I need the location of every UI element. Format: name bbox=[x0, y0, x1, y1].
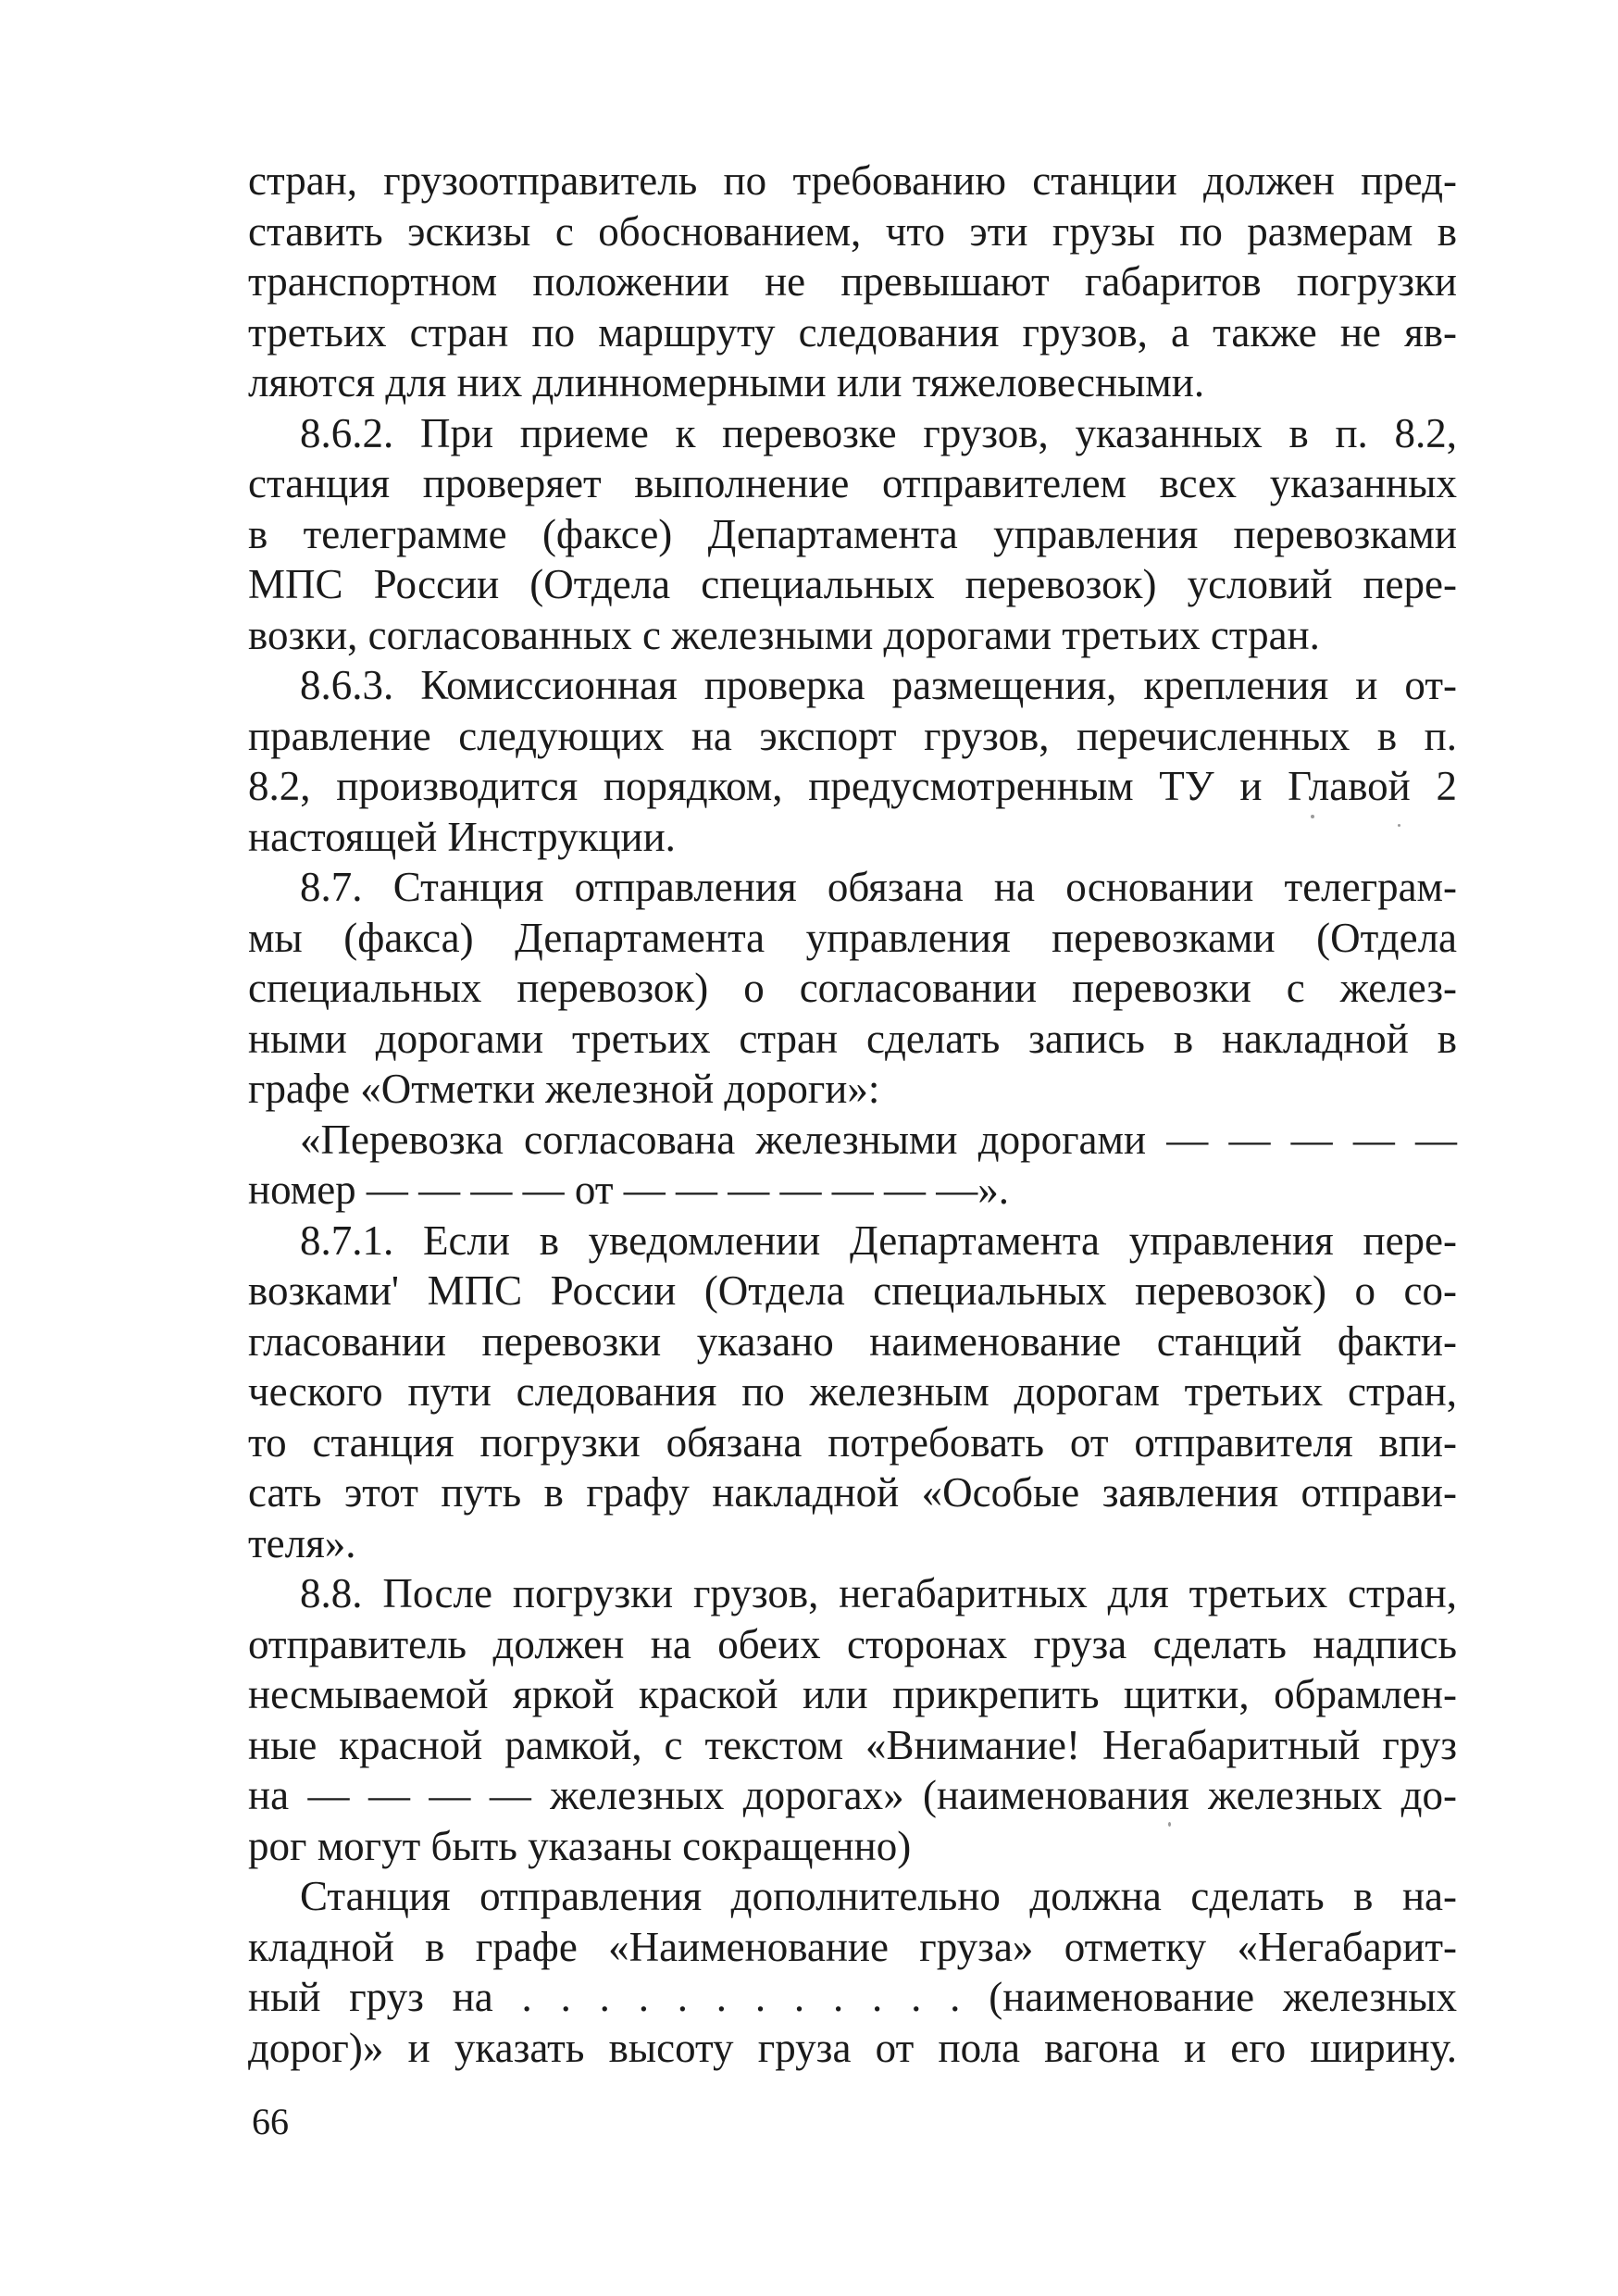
text-line: теля». bbox=[248, 1519, 356, 1566]
scan-speck bbox=[1398, 824, 1400, 827]
text-line: 8.6.3. Комиссионная проверка размещения, крепления и от- bbox=[300, 662, 1457, 708]
text-line: настоящей Инструкции. bbox=[248, 813, 676, 860]
scan-speck bbox=[1311, 815, 1314, 818]
text-line: станция проверяет выполнение отправителем всех указанных bbox=[248, 460, 1457, 506]
text-line: дорог)» и указать высоту груза от пола вагона и его ширину. bbox=[248, 2024, 1457, 2071]
text-line: графе «Отметки железной дороги»: bbox=[248, 1066, 880, 1112]
text-line: ный груз на . . . . . . . . . . . . (наименование железных bbox=[248, 1974, 1457, 2020]
text-line: 8.7. Станция отправления обязана на основании телеграм- bbox=[300, 864, 1457, 910]
text-line: номер — — — — от — — — — — — —». bbox=[248, 1167, 1009, 1213]
text-line: отправитель должен на обеих сторонах груза сделать надпись bbox=[248, 1620, 1457, 1667]
text-line: несмываемой яркой краской или прикрепить щитки, обрамлен- bbox=[248, 1671, 1457, 1717]
text-line: 8.2, производится порядком, предусмотренным ТУ и Главой 2 bbox=[248, 763, 1457, 809]
text-line: ными дорогами третьих стран сделать запись в накладной в bbox=[248, 1015, 1457, 1062]
text-line: третьих стран по маршруту следования грузов, а также не яв- bbox=[248, 308, 1457, 356]
text-line: ляются для них длинномерными или тяжеловесными. bbox=[248, 359, 1205, 406]
text-line: специальных перевозок) о согласовании перевозки с желез- bbox=[248, 965, 1457, 1011]
text-line: МПС России (Отдела специальных перевозок) условий пере- bbox=[248, 561, 1457, 607]
text-line: транспортном положении не превышают габаритов погрузки bbox=[248, 258, 1457, 305]
text-line: кладной в графе «Наименование груза» отметку «Негабарит- bbox=[248, 1923, 1457, 1970]
text-line: мы (факса) Департамента управления перевозками (Отдела bbox=[248, 914, 1457, 961]
text-line: возками' МПС России (Отдела специальных перевозок) о со- bbox=[248, 1267, 1457, 1314]
page-number: 66 bbox=[252, 2101, 289, 2142]
text-line: стран, грузоотправитель по требованию станции должен пред- bbox=[248, 157, 1457, 204]
text-line: правление следующих на экспорт грузов, перечисленных в п. bbox=[248, 712, 1457, 759]
text-line: в телеграмме (факсе) Департамента управления перевозками bbox=[248, 510, 1457, 557]
text-line: рог могут быть указаны сокращенно) bbox=[248, 1822, 912, 1869]
text-line: ные красной рамкой, с текстом «Внимание! Негабаритный груз bbox=[248, 1721, 1457, 1768]
text-line: возки, согласованных с железными дорогами третьих стран. bbox=[248, 611, 1320, 658]
text-line: сать этот путь в графу накладной «Особые заявления отправи- bbox=[248, 1469, 1457, 1516]
text-line: «Перевозка согласована железными дорогами — — — — — bbox=[300, 1116, 1457, 1163]
text-line: ставить эскизы с обоснованием, что эти грузы по размерам в bbox=[248, 207, 1457, 255]
body-text bbox=[248, 156, 1457, 2073]
text-line: 8.7.1. Если в уведомлении Департамента управления пере- bbox=[300, 1217, 1457, 1264]
text-line: 8.8. После погрузки грузов, негабаритных для третьих стран, bbox=[300, 1570, 1457, 1616]
text-line: ческого пути следования по железным дорогам третьих стран, bbox=[248, 1368, 1457, 1415]
text-line: Станция отправления дополнительно должна сделать в на- bbox=[300, 1873, 1457, 1919]
text-line: то станция погрузки обязана потребовать от отправителя впи- bbox=[248, 1418, 1457, 1466]
text-line: гласовании перевозки указано наименование станций факти- bbox=[248, 1317, 1457, 1365]
text-line: 8.6.2. При приеме к перевозке грузов, указанных в п. 8.2, bbox=[300, 409, 1457, 456]
text-line: на — — — — железных дорогах» (наименования железных до- bbox=[248, 1772, 1457, 1818]
scan-speck bbox=[1168, 1822, 1171, 1827]
